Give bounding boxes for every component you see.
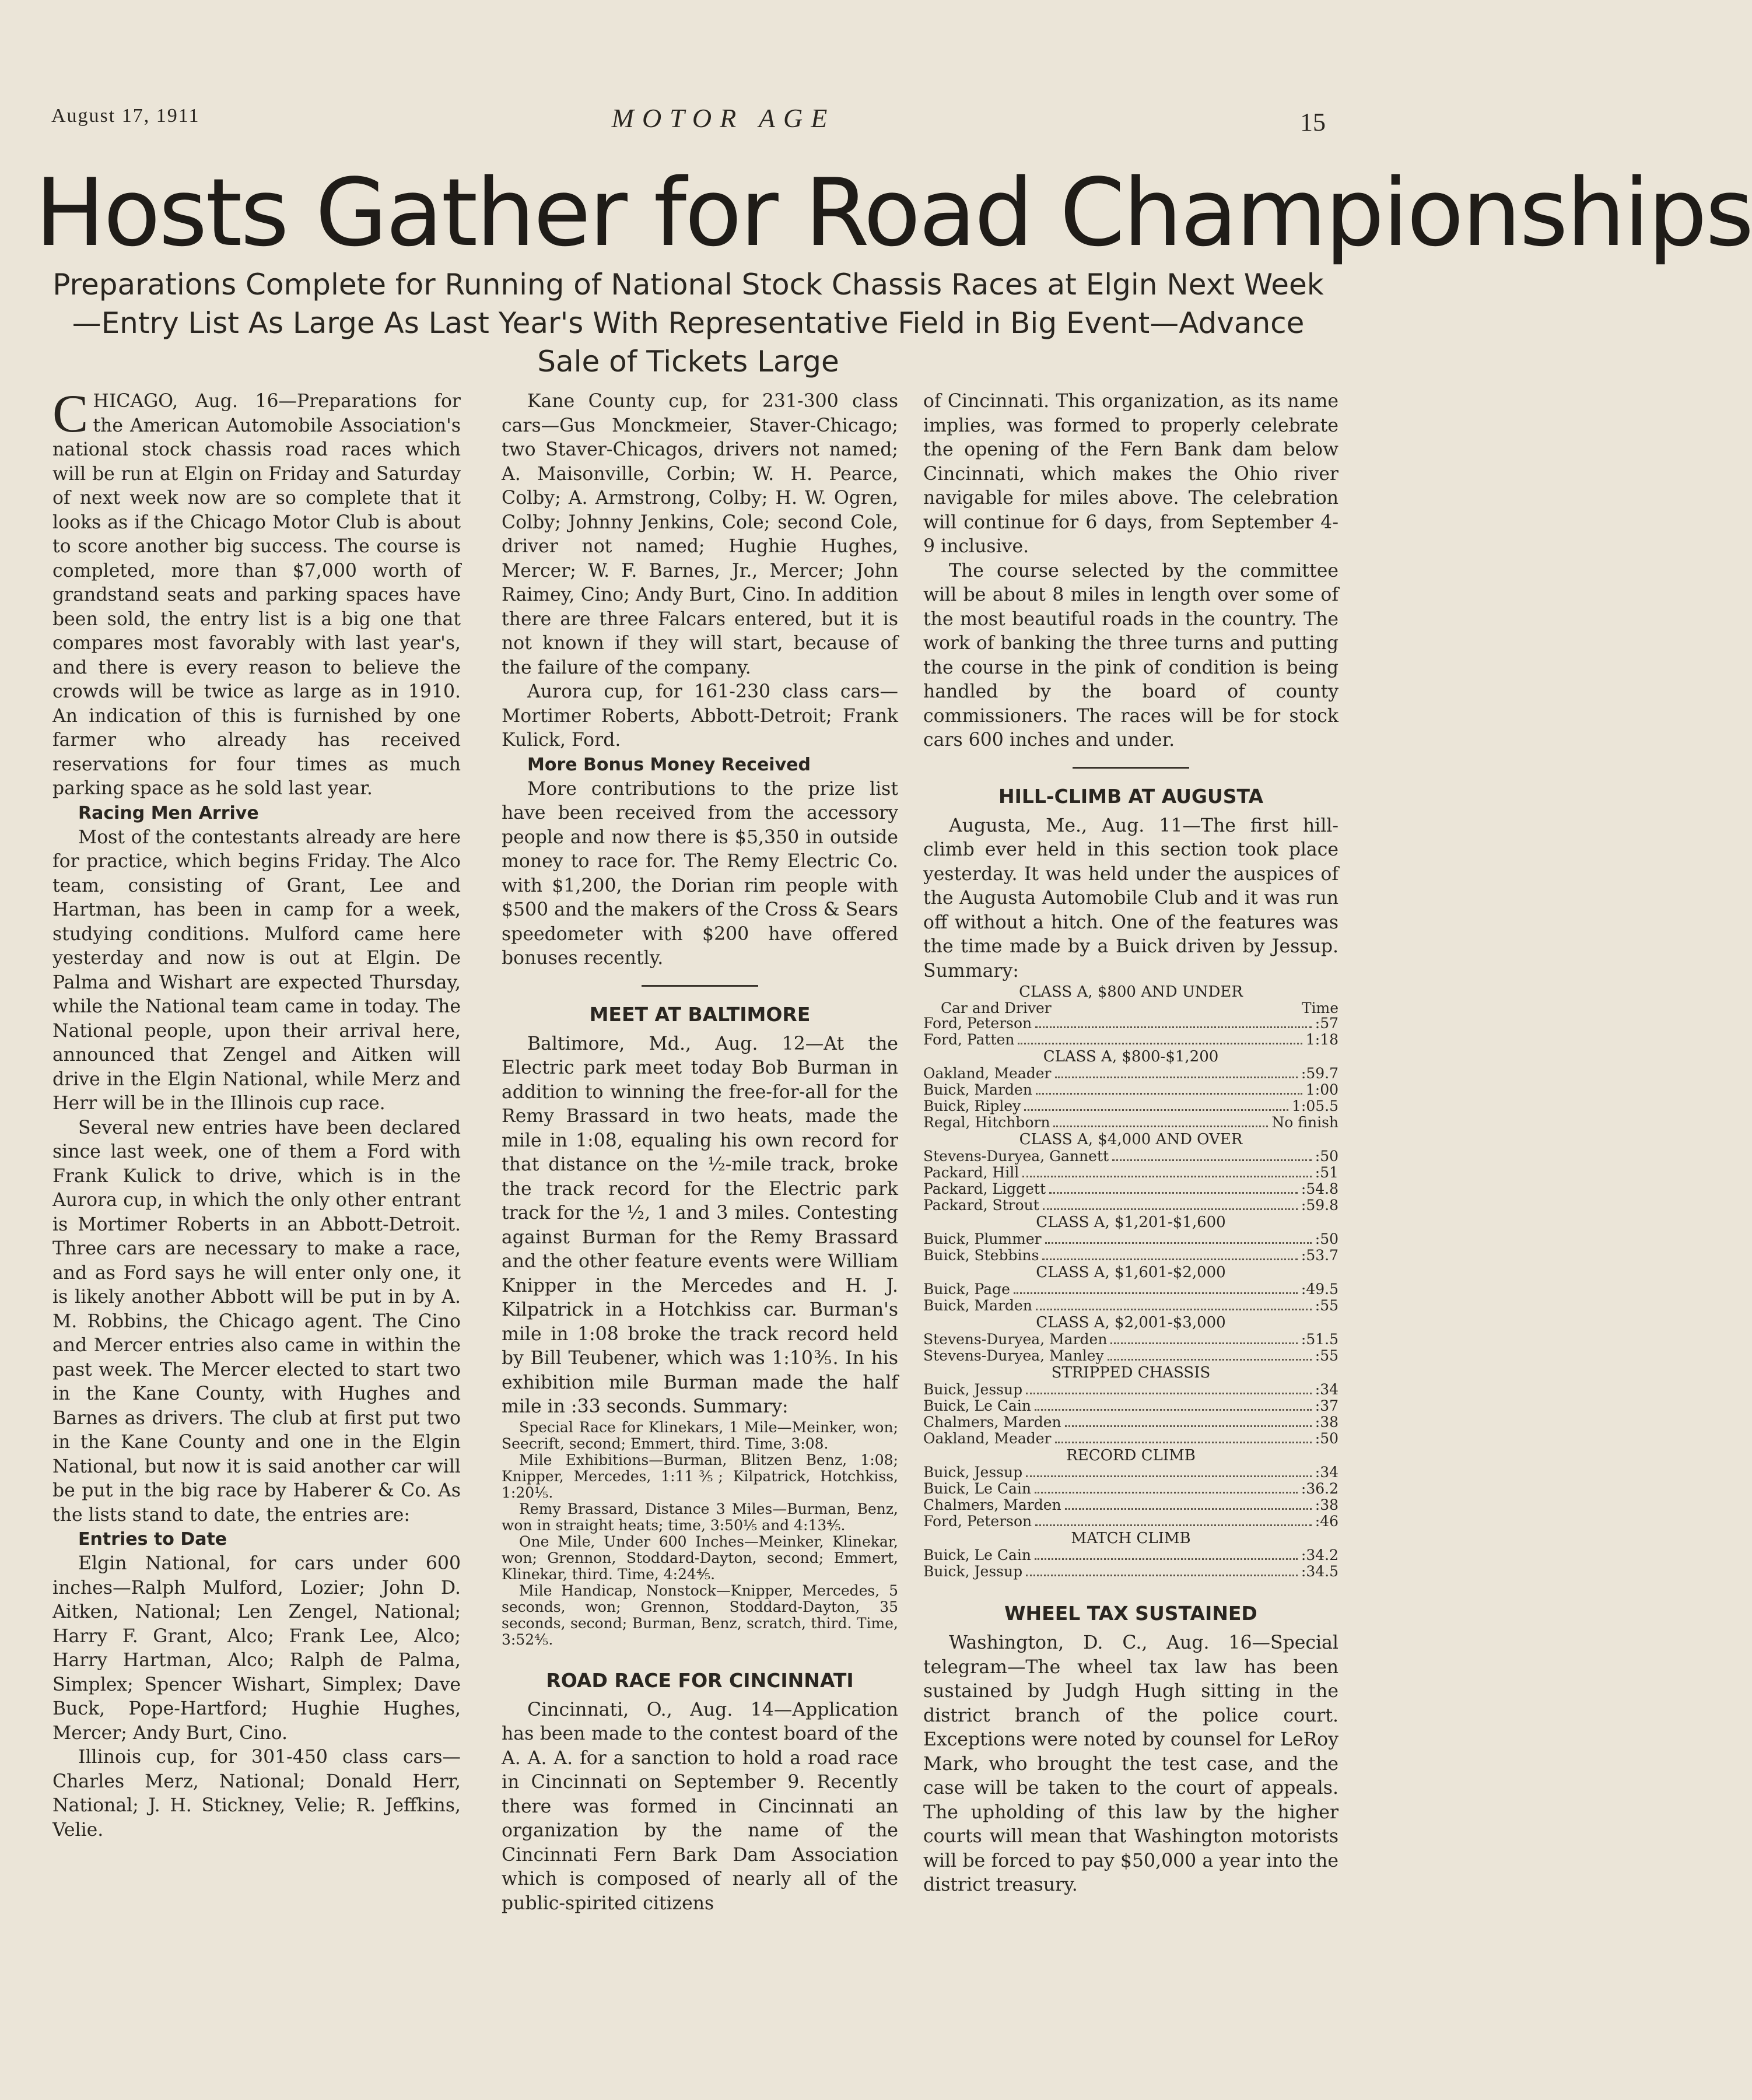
results-list (923, 1382, 1338, 1447)
result-time: :34.2 (1301, 1547, 1338, 1563)
result-row (923, 1398, 1338, 1414)
dot-leader (1036, 1093, 1302, 1095)
result-row (923, 1464, 1338, 1481)
result-time: :59.8 (1301, 1197, 1338, 1214)
magazine-name: MOTOR AGE (611, 103, 836, 133)
result-time: :55 (1315, 1347, 1338, 1364)
summary-item: Mile Handicap, Nonstock—Knipper, Mercedes, 5 seconds, won; Grennon, Stoddard-Dayton, 35 seconds, second; Burman, Benz, scratch, third. Time, 3:52⅘. (502, 1582, 898, 1648)
paragraph: of Cincinnati. This organization, as its name implies, was formed to properly celebrate the opening of the Fern Bank dam below Cincinnati, which makes the Ohio river navigable for miles above. The celebration will continue for 6 days, from September 4-9 inclusive. (923, 391, 1338, 557)
result-time: :55 (1315, 1297, 1338, 1314)
lead-paragraph (52, 384, 461, 801)
results-list (923, 1547, 1338, 1580)
result-row (923, 1148, 1338, 1165)
result-row (923, 1414, 1338, 1431)
result-row (923, 1331, 1338, 1348)
result-row (923, 1114, 1338, 1131)
summary-item: One Mile, Under 600 Inches—Meinker, Klinekar, won; Grennon, Stoddard-Dayton, second; Emmert, Klinekar, third. Time, 4:24⅘. (502, 1533, 898, 1583)
dot-leader (1110, 1342, 1297, 1344)
result-time: :49.5 (1301, 1281, 1338, 1298)
results-list (923, 1065, 1338, 1131)
result-row (923, 1563, 1338, 1580)
result-time: :50 (1315, 1230, 1338, 1247)
dot-leader (1049, 1192, 1298, 1194)
column-2 (502, 390, 898, 1916)
paragraph: Augusta, Me., Aug. 11—The first hill-climb ever held in this section took place yesterday. It was held under the auspices of the Augusta Automobile Club and it was run off without a hitch. One of the features was the time made by a Buick driven by Jessup. Summary: (923, 815, 1338, 981)
dot-leader (1112, 1159, 1312, 1161)
class-heading: CLASS A, $800-$1,200 (1043, 1048, 1219, 1065)
paragraph: Cincinnati, O., Aug. 14—Application has been made to the contest board of the A. A. A. for a sanction to hold a road race in Cincinnati on September 9. Recently there was formed in Cincinnati an organization by the name of the Cincinnati Fern Bark Dam Association which is composed of nearly all of the public-spirited citizens (502, 1699, 898, 1914)
result-time: :54.8 (1301, 1180, 1338, 1197)
result-time: No finish (1271, 1114, 1338, 1131)
result-car-driver: Chalmers, Marden (923, 1414, 1061, 1431)
result-time: :38 (1315, 1414, 1338, 1431)
result-time: :36.2 (1301, 1480, 1338, 1497)
result-row (923, 1247, 1338, 1264)
result-time: :34 (1315, 1464, 1338, 1481)
dot-leader (1035, 1492, 1298, 1494)
headline: Hosts Gather for Road Championships (35, 158, 1752, 267)
column-1 (52, 384, 461, 1842)
section-title-baltimore: MEET AT BALTIMORE (589, 1002, 811, 1026)
result-row (923, 1032, 1338, 1048)
dot-leader (1026, 1475, 1312, 1477)
paragraph: More contributions to the prize list have been received from the accessory people and now there is $5,350 in outside money to race for. The Remy Electric Co. with $1,200, the Dorian rim people with $500 and the makers of the Cross & Sears speedometer with $200 have offered bonuses recently. (502, 778, 898, 969)
result-car-driver: Ford, Patten (923, 1031, 1015, 1048)
result-car-driver: Packard, Hill (923, 1164, 1019, 1181)
dot-leader (1065, 1508, 1312, 1510)
section-divider (1073, 767, 1189, 769)
subheadline: Preparations Complete for Running of National Stock Chassis Races at Elgin Next Week—Entry List As Large As Last Year's With Representative Field in Big Event—Advance Sale of Tickets Large (52, 268, 1324, 378)
hill-climb-summary (923, 983, 1338, 1580)
dot-leader (1014, 1292, 1298, 1294)
subhead-entries: Entries to Date (78, 1529, 227, 1549)
dot-leader (1022, 1176, 1311, 1177)
result-car-driver: Stevens-Duryea, Gannett (923, 1148, 1109, 1165)
section-title-wheel-tax: WHEEL TAX SUSTAINED (1004, 1602, 1257, 1625)
section-divider (642, 985, 758, 987)
result-car-driver: Stevens-Duryea, Marden (923, 1331, 1108, 1348)
header-time: Time (1301, 1000, 1338, 1016)
dot-leader (1026, 1393, 1312, 1394)
result-car-driver: Buick, Jessup (923, 1381, 1023, 1398)
result-car-driver: Buick, Page (923, 1281, 1010, 1298)
class-heading: CLASS A, $4,000 AND OVER (1019, 1131, 1243, 1148)
result-time: :59.7 (1301, 1065, 1338, 1082)
page-number: 15 (1300, 108, 1326, 136)
issue-date: August 17, 1911 (51, 105, 200, 127)
result-car-driver: Ford, Peterson (923, 1015, 1032, 1032)
result-time: :34 (1315, 1381, 1338, 1398)
result-car-driver: Oakland, Meader (923, 1065, 1052, 1082)
result-car-driver: Chalmers, Marden (923, 1496, 1061, 1513)
baltimore-summary (502, 1419, 898, 1648)
result-time: :53.7 (1301, 1247, 1338, 1264)
section-title-augusta: HILL-CLIMB AT AUGUSTA (998, 784, 1264, 808)
results-list (923, 1015, 1338, 1048)
results-list (923, 1148, 1338, 1214)
paragraph: Baltimore, Md., Aug. 12—At the Electric park meet today Bob Burman in addition to winning the free-for-all for the Remy Brassard in two heats, made the mile in 1:08, equaling his own record for that distance on the ½-mile track, broke the track record for the Electric park track for the ½, 1 and 3 miles. Contesting against Burman for the Remy Brassard and the other feature events were William Knipper in the Mercedes and H. J. Kilpatrick in a Hotchkiss car. Burman's mile in 1:08 broke the track record held by Bill Teubener, which was 1:10⅗. In his exhibition mile Burman made the half mile in :33 seconds. Summary: (502, 1033, 898, 1417)
class-heading: CLASS A, $1,601-$2,000 (1036, 1264, 1226, 1281)
result-car-driver: Buick, Marden (923, 1297, 1032, 1314)
header-car-driver: Car and Driver (941, 1000, 1052, 1016)
result-time: :46 (1315, 1513, 1338, 1530)
result-row (923, 1481, 1338, 1497)
dot-leader (1055, 1442, 1312, 1443)
results-list (923, 1281, 1338, 1314)
column-3 (923, 390, 1338, 1898)
results-list (923, 1464, 1338, 1530)
result-car-driver: Buick, Le Cain (923, 1397, 1031, 1414)
result-car-driver: Buick, Stebbins (923, 1247, 1039, 1264)
class-heading: STRIPPED CHASSIS (1051, 1364, 1211, 1382)
result-car-driver: Buick, Plummer (923, 1230, 1042, 1247)
result-car-driver: Buick, Ripley (923, 1098, 1021, 1114)
result-row (923, 1497, 1338, 1513)
dot-leader (1053, 1126, 1268, 1127)
result-car-driver: Buick, Jessup (923, 1464, 1023, 1481)
dot-leader (1043, 1208, 1298, 1210)
result-car-driver: Buick, Jessup (923, 1563, 1023, 1580)
drop-cap: C (52, 384, 89, 443)
result-time: 1:00 (1305, 1081, 1338, 1098)
result-row (923, 1082, 1338, 1098)
result-time: 1:18 (1305, 1031, 1338, 1048)
result-time: :51 (1315, 1164, 1338, 1181)
dot-leader (1065, 1425, 1312, 1427)
result-row (923, 1348, 1338, 1364)
result-time: :51.5 (1301, 1331, 1338, 1348)
dot-leader (1108, 1359, 1312, 1361)
paragraph: Washington, D. C., Aug. 16—Special telegram—The wheel tax law has been sustained by Judgh Hugh sitting in the district branch of the police court. Exceptions were noted by counsel for LeRoy Mark, who brought the test case, and the case will be taken to the court of appeals. The upholding of this law by the higher courts will mean that Washington motorists will be forced to pay $50,000 a year into the district treasury. (923, 1632, 1338, 1895)
class-heading: CLASS A, $1,201-$1,600 (1036, 1214, 1226, 1231)
dot-leader (1055, 1077, 1298, 1078)
dot-leader (1035, 1026, 1312, 1028)
subhead-bonus-money: More Bonus Money Received (527, 754, 811, 775)
class-heading: CLASS A, $800 AND UNDER (1019, 983, 1243, 1001)
dot-leader (1035, 1558, 1298, 1560)
result-row (923, 1382, 1338, 1398)
result-car-driver: Buick, Marden (923, 1081, 1032, 1098)
summary-item: Remy Brassard, Distance 3 Miles—Burman, Benz, won in straight heats; time, 3:50⅕ and 4:13⅘. (502, 1500, 898, 1534)
result-car-driver: Stevens-Duryea, Manley (923, 1347, 1104, 1364)
result-row (923, 1298, 1338, 1314)
result-time: :34.5 (1301, 1563, 1338, 1580)
results-list (923, 1331, 1338, 1364)
result-car-driver: Packard, Strout (923, 1197, 1039, 1214)
result-car-driver: Ford, Peterson (923, 1513, 1032, 1530)
result-row (923, 1197, 1338, 1214)
paragraph: Most of the contestants already are here for practice, which begins Friday. The Alco team, consisting of Grant, Lee and Hartman, has been in camp for a week, studying conditions. Mulford came here yesterday and now is out at Elgin. De Palma and Wishart are expected Thursday, while the National team came in today. The National people, upon their arrival here, announced that Zengel and Aitken will drive in the Elgin National, while Merz and Herr will be in the Illinois cup race. (52, 826, 461, 1114)
class-heading: MATCH CLIMB (1071, 1530, 1191, 1547)
dot-leader (1045, 1242, 1312, 1244)
paragraph: Several new entries have been declared since last week, one of them a Ford with Frank Kulick to drive, which is in the Aurora cup, in which the only other entrant is Mortimer Roberts in an Abbott-Detroit. Three cars are necessary to make a race, and as Ford says he will enter only one, it is likely another Abbott will be put in by A. M. Robbins, the Chicago agent. The Cino and Mercer entries also came in within the past week. The Mercer elected to start two in the Kane County, with Hughes and Barnes as drivers. The club at first put two in the Kane County and one in the Elgin National, but now it is said another car will be put in the big race by Haberer & Co. As the lists stand to date, the entries are: (52, 1117, 461, 1526)
result-time: :50 (1315, 1430, 1338, 1447)
result-car-driver: Regal, Hitchborn (923, 1114, 1050, 1131)
dot-leader (1035, 1524, 1312, 1526)
subhead-racing-men: Racing Men Arrive (78, 802, 259, 823)
result-time: 1:05.5 (1292, 1098, 1338, 1114)
result-row (923, 1165, 1338, 1181)
result-car-driver: Oakland, Meader (923, 1430, 1052, 1447)
paragraph: Elgin National, for cars under 600 inches—Ralph Mulford, Lozier; John D. Aitken, National; Len Zengel, National; Harry F. Grant, Alco; Frank Lee, Alco; Harry Hartman, Alco; Ralph de Palma, Simplex; Spencer Wishart, Simplex; Dave Buck, Pope-Hartford; Hughie Hughes, Mercer; Andy Burt, Cino. (52, 1553, 461, 1744)
result-car-driver: Buick, Le Cain (923, 1547, 1031, 1563)
section-title-cincinnati: ROAD RACE FOR CINCINNATI (546, 1668, 854, 1692)
result-time: :57 (1315, 1015, 1338, 1032)
result-car-driver: Packard, Liggett (923, 1180, 1046, 1197)
result-row (923, 1281, 1338, 1298)
result-row (923, 1098, 1338, 1114)
result-time: :50 (1315, 1148, 1338, 1165)
dot-leader (1024, 1109, 1288, 1111)
result-row (923, 1065, 1338, 1082)
summary-item: Mile Exhibitions—Burman, Blitzen Benz, 1:08; Knipper, Mercedes, 1:11⅗; Kilpatrick, Hotchkiss, 1:20⅕. (502, 1451, 898, 1501)
result-row (923, 1181, 1338, 1197)
result-row (923, 1015, 1338, 1032)
summary-item: Special Race for Klinekars, 1 Mile—Meinker, won; Seecrift, second; Emmert, third. Time, 3:08. (502, 1418, 898, 1452)
result-row (923, 1231, 1338, 1247)
paragraph: Aurora cup, for 161-230 class cars—Mortimer Roberts, Abbott-Detroit; Frank Kulick, Ford. (502, 681, 898, 751)
result-row (923, 1513, 1338, 1530)
result-row (923, 1547, 1338, 1563)
summary-column-headers (923, 1001, 1338, 1015)
dot-leader (1026, 1575, 1298, 1576)
result-time: :38 (1315, 1496, 1338, 1513)
dot-leader (1018, 1043, 1302, 1044)
class-heading: CLASS A, $2,001-$3,000 (1036, 1314, 1226, 1331)
lead-paragraph-text: HICAGO, Aug. 16—Preparations for the American Automobile Association's national stock chassis road races which will be run at Elgin on Friday and Saturday of next week now are so complete that it looks as if the Chicago Motor Club is about to score another big success. The course is completed, more than $7,000 worth of grandstand seats and parking spaces have been sold, the entry list is a big one that compares most favorably with last year's, and there is every reason to believe the crowds will be twice as large as in 1910. An indication of this is furnished by one farmer who already has received reservations for four times as much parking space as he sold last year. (52, 391, 461, 799)
dot-leader (1035, 1409, 1312, 1411)
result-car-driver: Buick, Le Cain (923, 1480, 1031, 1497)
paragraph: The course selected by the committee will be about 8 miles in length over some of the most beautiful roads in the country. The work of banking the three turns and putting the course in the pink of condition is being handled by the board of county commissioners. The races will be for stock cars 600 inches and under. (923, 560, 1338, 751)
paragraph: Kane County cup, for 231-300 class cars—Gus Monckmeier, Staver-Chicago; two Staver-Chicagos, drivers not named; A. Maisonville, Corbin; W. H. Pearce, Colby; A. Armstrong, Colby; H. W. Ogren, Colby; Johnny Jenkins, Cole; second Cole, driver not named; Hughie Hughes, Mercer; W. F. Barnes, Jr., Mercer; John Raimey, Cino; Andy Burt, Cino. In addition there are three Falcars entered, but it is not known if they will start, because of the failure of the company. (502, 391, 898, 678)
dot-leader (1036, 1309, 1312, 1310)
results-list (923, 1231, 1338, 1264)
class-heading: RECORD CLIMB (1066, 1447, 1196, 1464)
dot-leader (1042, 1258, 1297, 1260)
result-row (923, 1431, 1338, 1447)
result-time: :37 (1315, 1397, 1338, 1414)
paragraph: Illinois cup, for 301-450 class cars—Charles Merz, National; Donald Herr, National; J. H. Stickney, Velie; R. Jeffkins, Velie. (52, 1747, 461, 1840)
